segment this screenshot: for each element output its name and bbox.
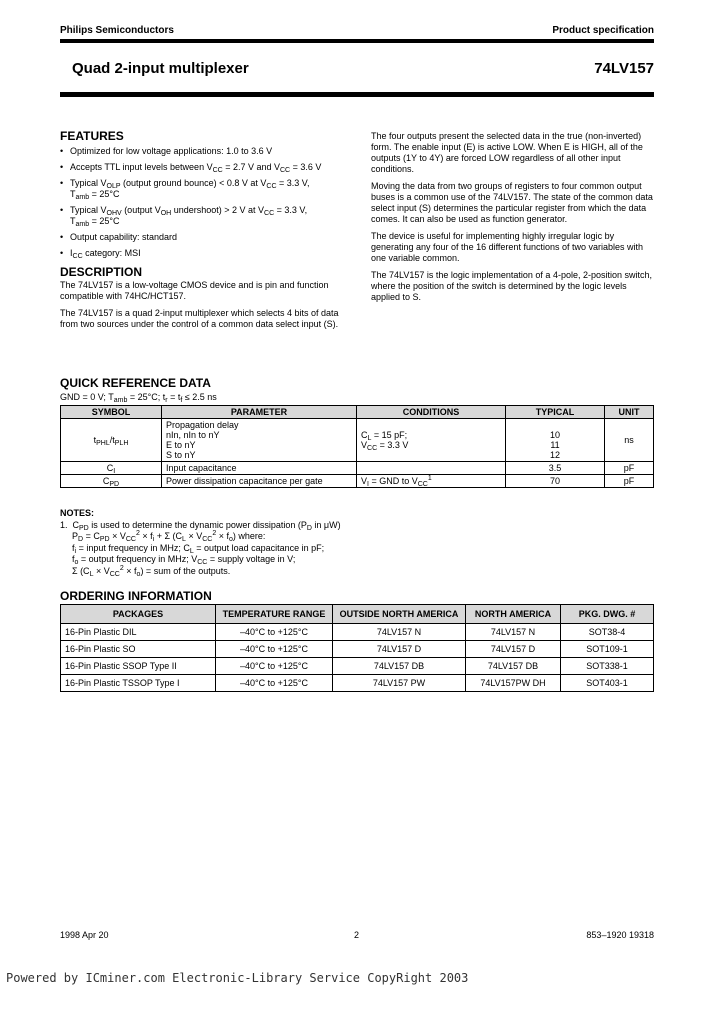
- param-title: Propagation delay: [166, 420, 239, 430]
- package-cell: 16-Pin Plastic DIL: [61, 624, 216, 641]
- body-paragraph: Moving the data from two groups of registers to four common output buses is a common use of the 74LV157. The state of the common data select input (S) determines the particular register from which the data comes. It can also be used as function generator.: [371, 181, 653, 224]
- qrd-conditions: GND = 0 V; $T_{amb} = 25^\circ C$; $t_r = t_f \le 2.5$ ns: [60, 392, 217, 404]
- note-line: $P_D = C_{PD} \times V_{CC}^2 \times f_i + \Sigma$ $(C_L \times V_{CC}^2 \times f_o)$ where:: [72, 530, 266, 543]
- symbol-cell: $C_I$: [61, 462, 162, 475]
- package-cell: 16-Pin Plastic TSSOP Type I: [61, 675, 216, 692]
- feature-item: • $I_{CC}$ category: MSI: [60, 248, 355, 259]
- note-line: 1. $C_{PD}$ is used to determine the dynamic power dissipation ($P_D$ in μW): [60, 519, 341, 532]
- footer-code: 853–1920 19318: [586, 930, 654, 940]
- note-line: $f_i$ = input frequency in MHz; $C_L$ = output load capacitance in pF;: [72, 542, 325, 555]
- outside-na-cell: 74LV157 D: [333, 641, 466, 658]
- typ-value: 10: [549, 430, 560, 440]
- conditions-cell: $C_L = 15$ pF; $V_{CC} = 3.3$ V: [357, 419, 506, 462]
- table-row: [61, 462, 654, 475]
- typ-value: 12: [549, 450, 560, 460]
- note-line: Σ $(C_L \times V_{CC}^2 \times f_o)$ = sum of the outputs.: [72, 564, 231, 578]
- feature-item: • Accepts TTL input levels between $V_{CC} = 2.7$ V and $V_{CC} = 3.6$ V: [60, 162, 355, 173]
- pkg-cell: SOT403-1: [561, 675, 654, 692]
- feature-item: • Typical $V_{OHV}$ (output $V_{OH}$ undershoot) > 2 V at $V_{CC} = 3.3$ V, $T_{amb} = 25^\circ C$: [60, 205, 355, 227]
- table-row: [61, 658, 654, 675]
- footer-date: 1998 Apr 20: [60, 930, 109, 940]
- conditions-cell: $V_I$ = GND to $V_{CC}^1$: [357, 475, 506, 488]
- na-cell: 74LV157 DB: [466, 658, 561, 675]
- table-row: [61, 419, 654, 462]
- conditions-cell: [357, 462, 506, 475]
- col-header: PKG. DWG. #: [561, 605, 654, 624]
- feature-item: • Output capability: standard: [60, 232, 355, 243]
- symbol-cell: $t_{PHL}/t_{PLH}$: [61, 419, 162, 462]
- table-row: [61, 475, 654, 488]
- temp-cell: –40°C to +125°C: [216, 675, 333, 692]
- pkg-cell: SOT338-1: [561, 658, 654, 675]
- symbol-cell: $C_{PD}$: [61, 475, 162, 488]
- table-row: [61, 624, 654, 641]
- package-cell: 16-Pin Plastic SO: [61, 641, 216, 658]
- col-header: NORTH AMERICA: [466, 605, 561, 624]
- description-heading: DESCRIPTION: [60, 265, 143, 279]
- notes-heading: NOTES:: [60, 508, 95, 518]
- feature-item: • Optimized for low voltage applications: 1.0 to 3.6 V: [60, 146, 355, 157]
- title-rule: [60, 92, 654, 97]
- typical-cell: 3.5: [506, 462, 605, 475]
- unit-cell: ns: [605, 419, 654, 462]
- temp-cell: –40°C to +125°C: [216, 624, 333, 641]
- features-list: [60, 146, 355, 259]
- company-name: Philips Semiconductors: [60, 25, 174, 36]
- powered-by-watermark: Powered by ICminer.com Electronic-Library Service CopyRight 2003: [6, 971, 469, 985]
- page-title: Quad 2-input multiplexer: [72, 60, 249, 77]
- col-header: PACKAGES: [61, 605, 216, 624]
- package-cell: 16-Pin Plastic SSOP Type II: [61, 658, 216, 675]
- parameter-cell: [162, 419, 357, 462]
- document-type: Product specification: [552, 25, 654, 36]
- temp-cell: –40°C to +125°C: [216, 641, 333, 658]
- outside-na-cell: 74LV157 N: [333, 624, 466, 641]
- left-column: [60, 131, 355, 336]
- na-cell: 74LV157PW DH: [466, 675, 561, 692]
- table-row: [61, 641, 654, 658]
- header-rule: [60, 39, 654, 43]
- body-paragraph: The device is useful for implementing highly irregular logic by generating any four of the 16 different functions of two variables with one variable common.: [371, 231, 643, 263]
- na-cell: 74LV157 D: [466, 641, 561, 658]
- col-header: UNIT: [605, 406, 654, 419]
- ordering-heading: ORDERING INFORMATION: [60, 589, 212, 603]
- parameter-cell: Input capacitance: [162, 462, 357, 475]
- param-line: nIn, nIn to nY: [166, 430, 220, 440]
- col-header: TEMPERATURE RANGE: [216, 605, 333, 624]
- body-paragraph: The four outputs present the selected data in the true (non-inverted) form. The enable input (E) is active LOW. When E is HIGH, all of the outputs (1Y to 4Y) are forced LOW regardless of all other input conditions.: [371, 131, 643, 174]
- part-number: 74LV157: [594, 60, 654, 77]
- unit-cell: pF: [605, 462, 654, 475]
- parameter-cell: Power dissipation capacitance per gate: [162, 475, 357, 488]
- typical-cell: 70: [506, 475, 605, 488]
- notes-block: [60, 508, 480, 577]
- typ-value: 11: [550, 440, 560, 450]
- quick-reference-table: [60, 405, 654, 488]
- description-paragraph: The 74LV157 is a quad 2-input multiplexer which selects 4 bits of data from two sources under the control of a common data select input (S).: [60, 308, 339, 329]
- ordering-table: [60, 604, 654, 692]
- col-header: TYPICAL: [506, 406, 605, 419]
- note-ref: 1: [427, 475, 432, 482]
- na-cell: 74LV157 N: [466, 624, 561, 641]
- typical-cell: [506, 419, 605, 462]
- qrd-heading-block: [60, 376, 211, 390]
- pkg-cell: SOT109-1: [561, 641, 654, 658]
- feature-item: • Typical $V_{OLP}$ (output ground bounce) < 0.8 V at $V_{CC} = 3.3$ V, $T_{amb} = 25^\circ C$: [60, 178, 355, 200]
- footer-page-number: 2: [354, 930, 360, 940]
- features-heading: FEATURES: [60, 129, 124, 143]
- description-paragraph: The 74LV157 is a low-voltage CMOS device and is pin and function compatible with 74HC/HCT157.: [60, 280, 329, 301]
- outside-na-cell: 74LV157 PW: [333, 675, 466, 692]
- qrd-heading: QUICK REFERENCE DATA: [60, 376, 211, 390]
- param-line: S to nY: [166, 450, 196, 460]
- col-header: OUTSIDE NORTH AMERICA: [333, 605, 466, 624]
- col-header: CONDITIONS: [357, 406, 506, 419]
- temp-cell: –40°C to +125°C: [216, 658, 333, 675]
- ordering-heading-block: [60, 589, 212, 603]
- pkg-cell: SOT38-4: [561, 624, 654, 641]
- col-header: PARAMETER: [162, 406, 357, 419]
- col-header: SYMBOL: [61, 406, 162, 419]
- note-line: $f_o$ = output frequency in MHz; $V_{CC}$ = supply voltage in V;: [72, 554, 296, 566]
- table-row: [61, 675, 654, 692]
- param-line: E to nY: [166, 440, 196, 450]
- right-column: [371, 131, 654, 309]
- body-paragraph: The 74LV157 is the logic implementation of a 4-pole, 2-position switch, where the position of the switch is determined by the logic levels applied to S.: [371, 270, 652, 302]
- unit-cell: pF: [605, 475, 654, 488]
- outside-na-cell: 74LV157 DB: [333, 658, 466, 675]
